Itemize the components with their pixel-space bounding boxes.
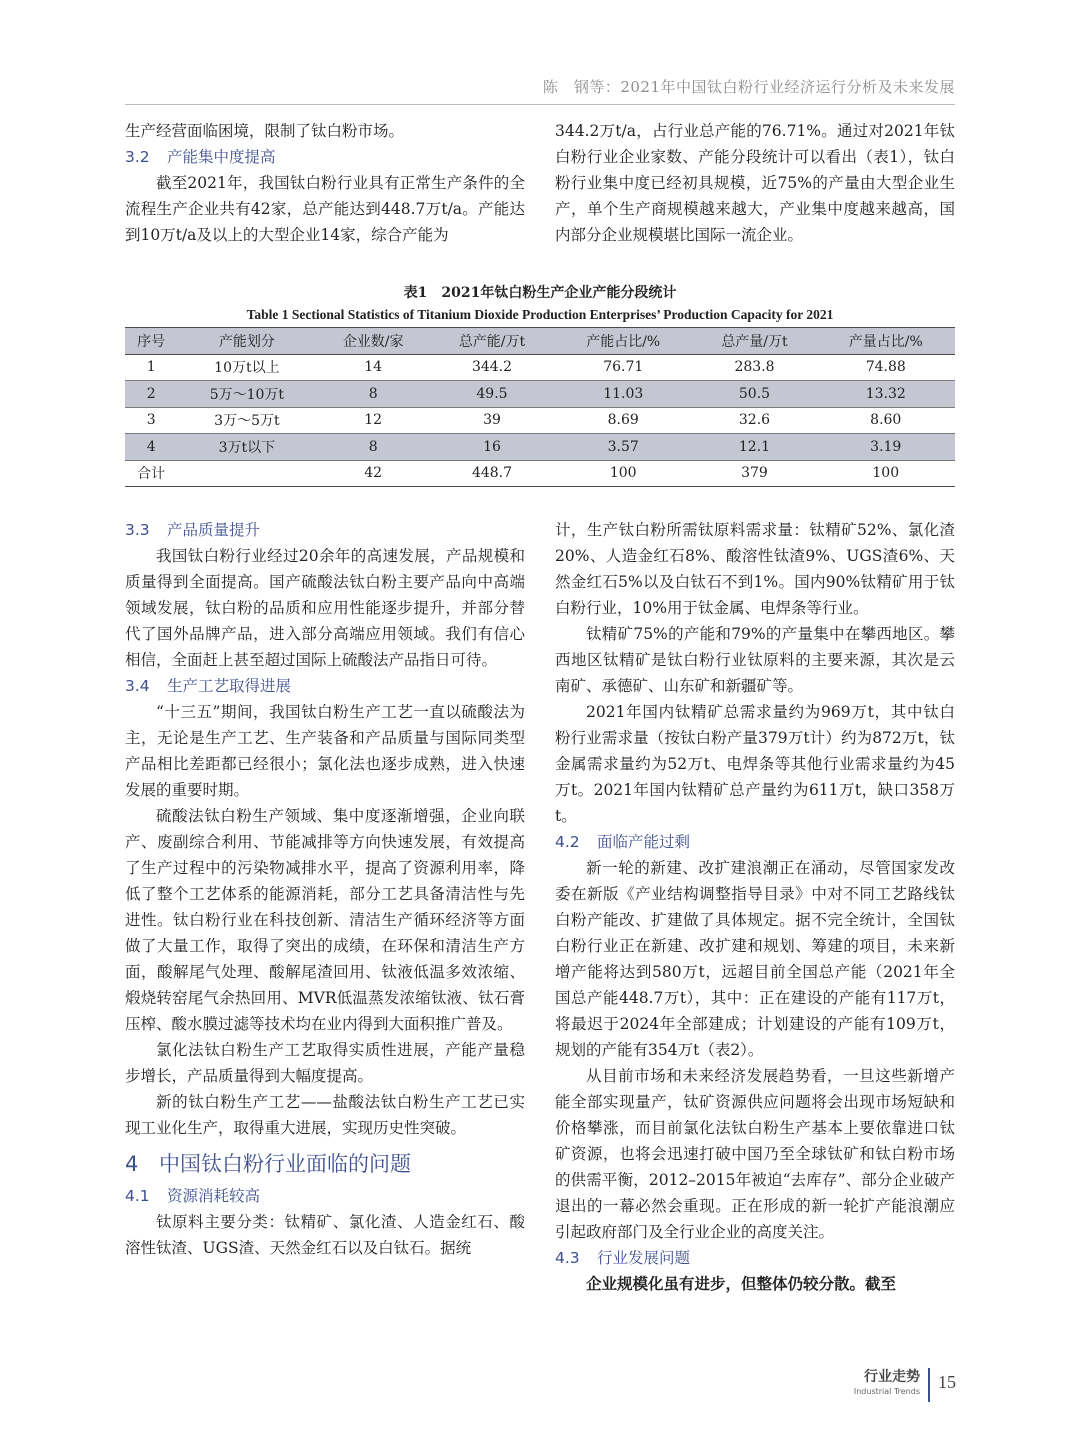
table-cell: 5万～10万t <box>177 381 316 408</box>
table-cell: 42 <box>316 460 430 487</box>
table-cell: 11.03 <box>554 381 692 408</box>
table-cell: 3.57 <box>554 434 692 461</box>
column-header: 产能划分 <box>177 328 316 355</box>
table-cell: 8.69 <box>607 412 639 429</box>
paragraph: 钛精矿75%的产能和79%的产量集中在攀西地区。攀西地区钛精矿是钛白粉行业钛原料的主要来源，其次是云南矿、承德矿、山东矿和新疆矿等。 <box>555 625 955 695</box>
table-cell: 12.1 <box>692 434 816 461</box>
paragraph: 2021年国内钛精矿总需求量约为969万t，其中钛白粉行业需求量（按钛白粉产量379万t计）约为872万t，钛金属需求量约为52万t、电焊条等其他行业需求量约为45万t。2021年国内钛精矿总产量约为611万t，缺口358万t。 <box>555 703 955 825</box>
section-number: 3.3 <box>125 521 150 539</box>
table-cell: 3 <box>146 412 156 429</box>
section-number: 3.2 <box>125 148 150 166</box>
paragraph: “十三五”期间，我国钛白粉生产工艺一直以硫酸法为主，无论是生产工艺、生产装备和产品质量与国际同类型产品相比差距都已经很小；氯化法也逐步成熟，进入快速发展的重要时期。 <box>125 703 525 799</box>
table-cell: 448.7 <box>430 460 554 487</box>
paragraph: 我国钛白粉行业经过20余年的高速发展，产品规模和质量得到全面提高。国产硫酸法钛白粉主要产品向中高端领域发展，钛白粉的品质和应用性能逐步提升，并部分替代了国外品牌产品，进入部分高端应用领域。我们有信心相信，全面赶上甚至超过国际上硫酸法产品指日可待。 <box>125 547 525 669</box>
table-cell: 2 <box>125 381 177 408</box>
section-title: 行业发展问题 <box>597 1249 691 1267</box>
table-cell: 39 <box>483 412 501 429</box>
table-row <box>125 381 955 408</box>
footer-label-cn: 行业走势 <box>864 1369 920 1385</box>
section-title: 产品质量提升 <box>167 521 261 539</box>
table-cell: 76.71 <box>603 359 644 376</box>
table-cell: 379 <box>692 460 816 487</box>
paragraph: 生产经营面临困境，限制了钛白粉市场。 <box>125 122 405 140</box>
table-cell: 283.8 <box>734 359 775 376</box>
section-title: 生产工艺取得进展 <box>167 677 292 695</box>
table-cell: 14 <box>364 359 383 376</box>
table-cell: 16 <box>430 434 554 461</box>
running-header: 陈 钢等：2021年中国钛白粉行业经济运行分析及未来发展 <box>542 78 955 96</box>
column-header: 序号 <box>125 328 177 355</box>
table-cell: 4 <box>125 434 177 461</box>
section-heading-3-2 <box>125 144 525 170</box>
table-cell: 1 <box>146 359 156 376</box>
table-cell <box>177 460 316 487</box>
section-heading-4-3 <box>555 1245 955 1271</box>
paragraph: 硫酸法钛白粉生产领域、集中度逐渐增强，企业向联产、废副综合利用、节能减排等方向快速发展，有效提高了生产过程中的污染物减排水平，提高了资源利用率，降低了整个工艺体系的能源消耗，部分工艺具备清洁性与先进性。钛白粉行业在科技创新、清洁生产循环经济等方面做了大量工作，取得了突出的成绩，在环保和清洁生产方面，酸解尾气处理、酸解尾渣回用、钛液低温多效浓缩、煅烧转窑尾气余热回用、MVR低温蒸发浓缩钛液、钛石膏压榨、酸水膜过滤等技术均在业内得到大面积推广普及。 <box>125 807 525 1033</box>
table-row <box>125 354 955 381</box>
table-cell: 74.88 <box>865 359 906 376</box>
capacity-table <box>125 327 955 487</box>
table-cell: 13.32 <box>817 381 955 408</box>
table-1 <box>125 283 955 487</box>
footer-divider <box>928 1368 930 1402</box>
header-rule <box>125 104 955 105</box>
table-caption-en: Table 1 Sectional Statistics of Titanium Dioxide Production Enterprises’ Production Capacity for 2021 <box>246 307 834 322</box>
footer-section-label <box>854 1368 920 1398</box>
column-header: 企业数/家 <box>316 328 430 355</box>
table-caption-cn: 表1 2021年钛白粉生产企业产能分段统计 <box>403 285 677 301</box>
section-title: 产能集中度提高 <box>167 148 276 166</box>
paragraph: 钛原料主要分类：钛精矿、氯化渣、人造金红石、酸溶性钛渣、UGS渣、天然金红石以及白钛石。据统 <box>125 1213 525 1257</box>
table-cell: 12 <box>364 412 383 429</box>
table-cell: 8 <box>316 434 430 461</box>
lower-right-column <box>555 517 955 1297</box>
table-row <box>125 407 955 434</box>
section-title: 资源消耗较高 <box>167 1187 261 1205</box>
section-number: 4.3 <box>555 1249 580 1267</box>
paragraph: 氯化法钛白粉生产工艺取得实质性进展，产能产量稳步增长，产品质量得到大幅度提高。 <box>125 1041 525 1085</box>
top-left-column <box>125 118 525 248</box>
table-row-total <box>125 460 955 487</box>
table-cell: 10万t以上 <box>214 360 280 377</box>
column-header: 总产量/万t <box>692 328 816 355</box>
section-heading-4 <box>125 1147 525 1181</box>
section-number: 3.4 <box>125 677 150 695</box>
table-cell: 49.5 <box>430 381 554 408</box>
paragraph: 新一轮的新建、改扩建浪潮正在涌动，尽管国家发改委在新版《产业结构调整指导目录》中对不同工艺路线钛白粉产能改、扩建做了具体规定。据不完全统计，全国钛白粉行业正在新建、改扩建和规划、筹建的项目，未来新增产能将达到580万t，远超目前全国总产能（2021年全国总产能448.7万t），其中：正在建设的产能有117万t，将最迟于2024年全部建成；计划建设的产能有109万t，规划的产能有354万t（表2）。 <box>555 859 955 1059</box>
paragraph: 计，生产钛白粉所需钛原料需求量：钛精矿52%、氯化渣20%、人造金红石8%、酸溶性钛渣9%、UGS渣6%、天然金红石5%以及白钛石不到1%。国内90%钛精矿用于钛白粉行业，10%用于钛金属、电焊条等行业。 <box>555 521 955 617</box>
footer-label-en: Industrial Trends <box>853 1387 920 1396</box>
section-heading-3-4 <box>125 673 525 699</box>
table-header-row <box>125 328 955 355</box>
paragraph: 从目前市场和未来经济发展趋势看，一旦这些新增产能全部实现量产，钛矿资源供应问题将会出现市场短缺和价格攀涨，而目前氯化法钛白粉生产基本上要依靠进口钛矿资源，也将会迅速打破中国乃至全球钛矿和钛白粉市场的供需平衡，2012–2015年被迫“去库存”、部分企业破产退出的一幕必然会重现。正在形成的新一轮扩产能浪潮应引起政府部门及全行业企业的高度关注。 <box>555 1067 955 1241</box>
paragraph: 新的钛白粉生产工艺——盐酸法钛白粉生产工艺已实现工业化生产，取得重大进展，实现历史性突破。 <box>125 1093 525 1137</box>
table-cell: 8.60 <box>870 412 902 429</box>
section-title: 面临产能过剩 <box>597 833 691 851</box>
table-cell: 344.2 <box>471 359 513 376</box>
section-heading-4-2 <box>555 829 955 855</box>
paragraph: 截至2021年，我国钛白粉行业具有正常生产条件的全流程生产企业共有42家，总产能达到448.7万t/a。产能达到10万t/a及以上的大型企业14家，综合产能为 <box>125 174 525 244</box>
section-heading-3-3 <box>125 517 525 543</box>
table-cell: 3.19 <box>817 434 955 461</box>
table-cell: 50.5 <box>692 381 816 408</box>
paragraph: 企业规模化虽有进步，但整体仍较分散。截至 <box>586 1274 897 1293</box>
table-row <box>125 434 955 461</box>
table-cell: 3万t以下 <box>177 434 316 461</box>
lower-left-column <box>125 517 525 1261</box>
section-number: 4.1 <box>125 1187 150 1205</box>
table-cell: 100 <box>817 460 955 487</box>
table-cell: 合计 <box>125 460 177 487</box>
page-number: 15 <box>938 1372 956 1392</box>
column-header: 总产能/万t <box>430 328 554 355</box>
section-number: 4.2 <box>555 833 580 851</box>
table-cell: 32.6 <box>738 412 771 429</box>
paragraph: 344.2万t/a，占行业总产能的76.71%。通过对2021年钛白粉行业企业家数、产能分段统计可以看出（表1），钛白粉行业集中度已经初具规模，近75%的产量由大型企业生产，单个生产商规模越来越大，产业集中度越来越高，国内部分企业规模堪比国际一流企业。 <box>555 122 955 244</box>
section-number: 4 <box>125 1152 139 1176</box>
section-heading-4-1 <box>125 1183 525 1209</box>
column-header: 产量占比/% <box>817 328 955 355</box>
top-right-column <box>555 118 955 248</box>
table-cell: 100 <box>554 460 692 487</box>
column-header: 产能占比/% <box>554 328 692 355</box>
table-cell: 3万～5万t <box>214 413 280 430</box>
section-title: 中国钛白粉行业面临的问题 <box>159 1152 411 1176</box>
table-cell: 8 <box>316 381 430 408</box>
